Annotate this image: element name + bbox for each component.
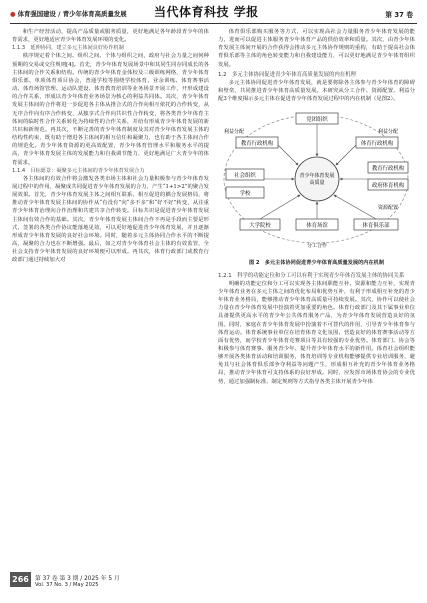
- box-sport-admin-label: 体育行政机构: [360, 141, 394, 148]
- box-social-org-label: 社会组织: [234, 173, 256, 180]
- box-school-label: 学校: [239, 191, 251, 198]
- box-university-label: 大学院校: [249, 223, 271, 230]
- paragraph: 明确的功能定位和分工可以实现各主体间职能互补、资源和能力互补，实现青少年体育业务在多元主体之间的优化布局和优势互补，有利于形成相互补充的青少年体育业务格局，能够推动青少年体育高质量可持续发展。其次，协作可以使社会力量在青少年体育发展中扮演着更加重要的角色。体育行政部门及其下属事业单位具备提供更高水平的青少年公共体育服务产品，为青少年体育发展营造良好的氛围。同时，家庭在青少年体育发展中扮演着不可替代的作用，引导青少年体育参与体育运动。体育系统事业单位在培育体育文化氛围、营造良好的体育赛事活动等方面有优势，而学校青少年体育竞赛项目等具有较强的专业优势。体育部门、协会等积极参与体育赛事、服务青少年、提升青少年体育水平的新作用。体育社会组织能够开展各类体育活动和培训服务，体育培训等专业机构能够提供专业培训服务，避免其与社会体育俱乐部争夺利益等问题产生，形成相互补充的青少年体育业务格局，推动青少年体育可支持体系的良好形成。同时，应发挥市场体育协会的专业优势，通过加强制标准、制定规则等方式指导各类主体开展青少年体: [218, 280, 415, 385]
- figure-caption: 图 2 多元主体协同促进青少年体育高质量发展的内在机制: [248, 260, 385, 267]
- page-footer: [10, 572, 210, 598]
- box-party-org-label: 党团组织: [306, 117, 328, 124]
- left-column: [12, 28, 209, 265]
- paragraph: 和生产经营活动，提高产品质量或服务质量，更好地满足各年龄段青少年的体育需求，更好地适应青少年体育发展环境的变化。: [12, 29, 209, 44]
- footer-issue-en: Vol. 37 No. 3 / May 2025: [35, 582, 99, 588]
- journal-title: 当代体育科技 学报: [154, 5, 259, 19]
- section-heading: 1.2 多元主体协同促进青少年体育高质量发展的内在机理: [218, 71, 356, 78]
- section-heading: 1.2.1 科学的功能定位和分工可以有利于实现青少年体育发展主体的协同关系: [218, 272, 405, 279]
- figure-2: [218, 107, 415, 257]
- header-section-label: ● 体育强国建设 / 青少年体育高质量发展: [10, 10, 127, 18]
- label-right-top: 利益分配: [378, 129, 399, 136]
- box-edu-admin-right-label: 教育行政机构: [371, 166, 405, 173]
- right-column: [218, 28, 415, 386]
- right-column-top-text: [218, 28, 415, 103]
- header-rule: [10, 23, 417, 24]
- header-volume: 第 37 卷: [385, 11, 413, 19]
- page-number: 266: [10, 572, 31, 587]
- page-header: [0, 0, 427, 26]
- center-goal: [295, 157, 339, 201]
- paragraph: 秩序规定着个体之间、组织之间、个体与组织之间，政府与社会力量之间何种预期的交易或交往规则[4]。首先，青少年体育发展场景中和其同生同存同成长的各主体间的合作关系和结构。传统的青少年体育金体校及三级训练网络，青少年体育俱乐部、单项体育项目协会，普通学校等围绕学校体育、业余训练、体育赛事活动、体育场馆管理、运动队建设、体育教育培训等业务场景开展工作，开形成建设的合作关系，形成以青少年体育业务场景为核心的利益共同体。其次，青少年体育发展主体间的合作将进一步促进各主体从推合式的合作向相互依托的合作转变，从无序合作向有序合作转变，从独享式合作向共识性合作转变，将各类青少年体育主体间的临时性合作关系转化为持续性的合作关系，并给有形成青少年体育发展的新共识和新规范。再其次，不断完善的青少年体育制度及其对青少年体育发展主体的结构性约束，既有助于增进各主体间的相互信任和凝聚力，也有助于各主体间合作的规范化。青少年体育资源的更高效配置，青少年体育管理水平和服务水平的提高，青少年体育发展主体的发展能力和自我调节能力，更好地满足广大青少年的体育需求。: [12, 53, 209, 166]
- center-goal-label-2: 高质量: [309, 180, 325, 187]
- right-column-bottom-text: [218, 272, 415, 386]
- box-venue-label: 体育场馆: [306, 223, 328, 230]
- footer-issue-cn: 第 37 卷 第 3 期 / 2025 年 5 月: [35, 576, 120, 582]
- label-left-top: 利益分配: [224, 129, 245, 136]
- section-heading: 1.1.3 延伸协同，建立多元主体间良好协作机制: [12, 45, 124, 52]
- box-gov-sport-label: 政府体育机构: [371, 183, 405, 190]
- paragraph: 各主体间的有效合作将会激发各类市场主体和社会力量积极参与青少年体育发展过程中的作用，凝聚成共同促进青少年体育发展的合力，产生“1+1>2”的聚合发展效果。首先，青少年体育发展主体之间相互联系、相互促进的耦合发展格局，将推动青少年体育发展主体间的协作从“有没有”向“多不多”和“好不好”转变，从注重青少年体育治理向合作治理和共建共享合作转变。目标共识是促进青少年体育发展主体间有效合作的基础。其次，青少年体育发展主体间合作不再是手段而主要是形式，签署的各类合作协议能落地见效，可以更好地促进青少年体育发展，并且逐渐形成青少年体育发展的良好社会环境。同时，随着多元主体协同合作水平的不断提高，凝聚的合力也在不断增强。最后，如之对青少年体育社会主体的有效监管，全社会支持青少年体育发展的良好环境便可以形成。再其次，体育行政部门或教育行政部门通过持续加大对: [12, 175, 209, 264]
- center-goal-label-1: 青少年体育发展: [299, 173, 335, 180]
- box-edu-admin-left-label: 教育行政机构: [240, 141, 274, 148]
- mechanism-diagram: [218, 107, 415, 257]
- paragraph: 体育俱乐部购买服务等方式，可以实现高社会力量服务青少年体育发展的能力，进而可以促进主体服务青少年体育产品的供给效率和质量。其次，由青少年体育发展主体间开展的合作获得会推动多元主体协作规则的重构，有助于提高社会体育俱乐部等主体的角色转变能力和自我建设能力，可以更好地满足青少年体育组织发展。: [218, 29, 415, 68]
- section-heading: 1.1.4 目标愿景：凝聚多元主体间的青少年体育发展合力: [12, 167, 145, 174]
- label-bottom: 分工合作: [306, 243, 328, 250]
- box-club-label: 体育俱乐部: [362, 223, 390, 230]
- label-right-bottom: 资源配置: [378, 205, 399, 212]
- paragraph: 多元主体协同促进青少年体育发展，就是要将除各主体参与青少年体育的障碍和壁垒，共同推进青少年体育高质量发展。本研究从分工合作、资源配置、利益分配3个维度揭示多元主体在促进青少年体育发展过程中的内在机制（见图2）。: [218, 79, 415, 103]
